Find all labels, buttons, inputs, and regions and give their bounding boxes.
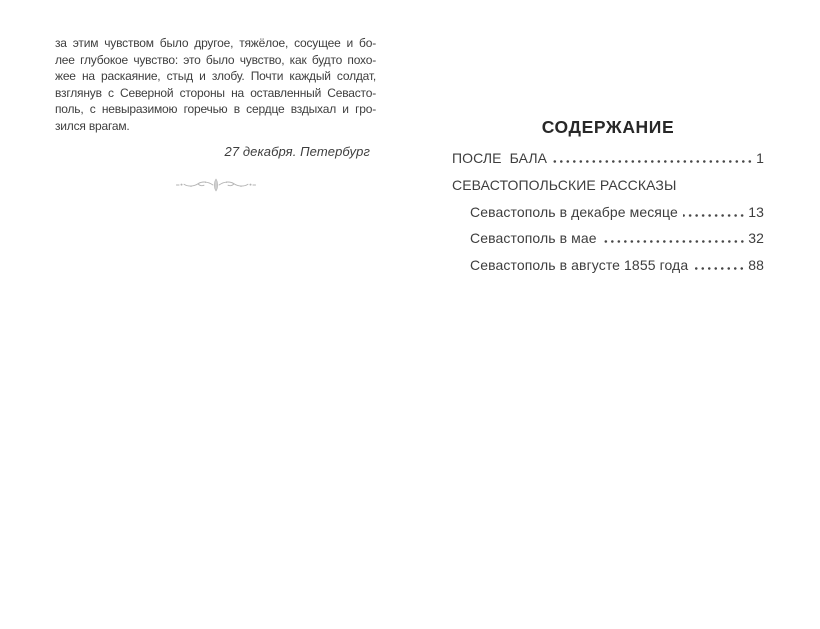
- table-of-contents: [452, 117, 764, 287]
- toc-entry-title: Севастополь в декабре месяце: [470, 204, 678, 220]
- dot-leader: [683, 214, 745, 217]
- toc-heading: СОДЕРЖАНИЕ: [541, 117, 675, 137]
- paragraph-line: зился врагам.: [55, 118, 130, 133]
- paragraph-line: поль, с невыразимою горечью в сердце вздыхал и гро-: [55, 102, 376, 117]
- toc-entry-title: ПОСЛЕ БАЛА: [452, 150, 548, 166]
- toc-entry-page: 32: [748, 230, 764, 246]
- paragraph-line: взглянув с Северной стороны на оставленный Севасто-: [55, 85, 376, 100]
- toc-entry-posle-bala[interactable]: [452, 150, 764, 166]
- toc-entry-title: Севастополь в мае: [470, 230, 597, 246]
- dot-leader: [602, 240, 746, 243]
- toc-entry-sevastopol-v-mae[interactable]: [470, 230, 764, 246]
- dot-leader: [693, 267, 745, 270]
- paragraph-line: лее глубокое чувство: это было чувство, как будто похо-: [55, 52, 376, 67]
- toc-entry-sevastopol-v-avguste[interactable]: [470, 257, 764, 273]
- toc-entry-page: 88: [748, 257, 764, 273]
- paragraph-line: жее на раскаяние, стыд и злобу. Почти каждый солдат,: [55, 69, 376, 84]
- toc-entry-title: СЕВАСТОПОЛЬСКИЕ РАССКАЗЫ: [452, 177, 677, 193]
- paragraph-line: за этим чувством было другое, тяжёлое, сосущее и бо-: [55, 36, 376, 50]
- dot-leader: [552, 160, 753, 163]
- toc-entry-title: Севастополь в августе 1855 года: [470, 257, 689, 273]
- toc-entry-sevastopol-v-dekabre[interactable]: [470, 204, 764, 220]
- toc-section-sevastopolskie-rasskazy[interactable]: [452, 177, 764, 193]
- toc-entry-page: 13: [748, 204, 764, 220]
- dateline: 27 декабря. Петербург: [224, 144, 370, 159]
- toc-entry-page: 1: [756, 150, 764, 166]
